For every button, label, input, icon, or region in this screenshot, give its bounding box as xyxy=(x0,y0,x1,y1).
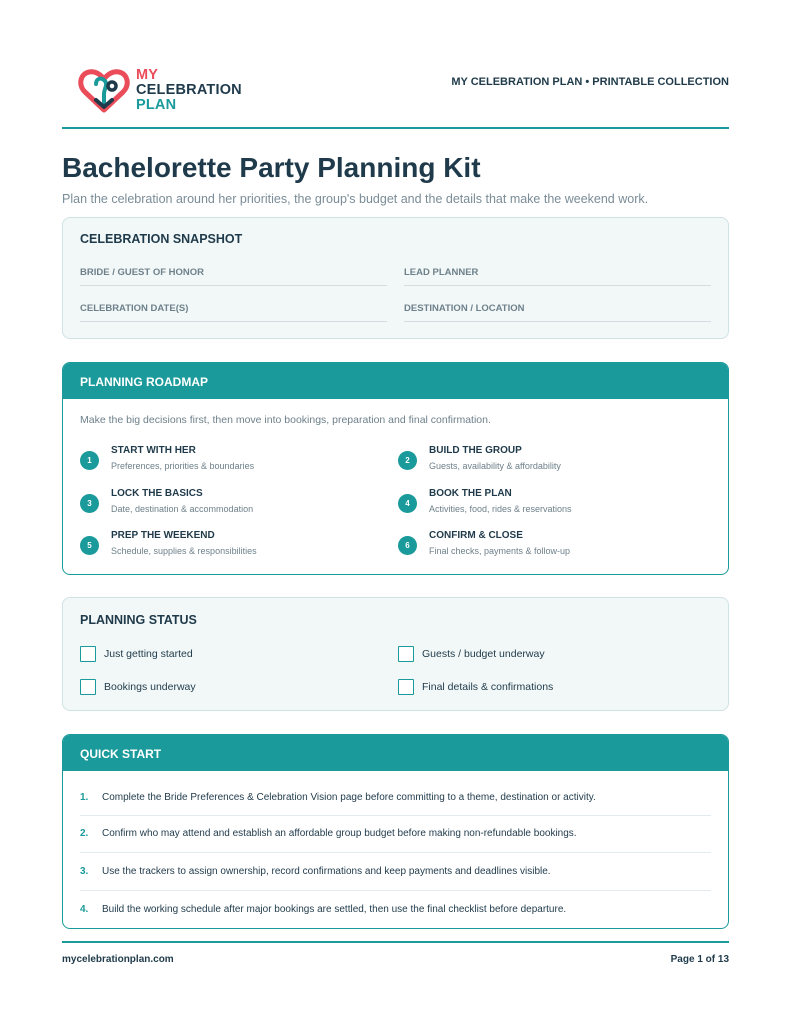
step-title: CONFIRM & CLOSE xyxy=(429,530,523,541)
planning-status-card xyxy=(62,597,729,711)
list-item-text: Confirm who may attend and establish an affordable group budget before making non-refundable bookings. xyxy=(102,828,577,839)
heart-logo-icon xyxy=(76,62,132,118)
step-number-badge: 6 xyxy=(398,536,417,555)
snapshot-title: CELEBRATION SNAPSHOT xyxy=(80,232,243,246)
logo-wordmark xyxy=(136,68,242,113)
header-divider xyxy=(62,127,729,129)
checkbox-icon[interactable] xyxy=(398,646,414,662)
list-divider xyxy=(80,815,711,816)
step-description: Final checks, payments & follow-up xyxy=(429,546,571,556)
logo-line-3: PLAN xyxy=(136,97,177,113)
step-title: BOOK THE PLAN xyxy=(429,488,512,499)
step-title: START WITH HER xyxy=(111,445,196,456)
list-item-number: 2. xyxy=(80,828,89,839)
roadmap-step xyxy=(398,488,698,520)
roadmap-intro: Make the big decisions first, then move into bookings, preparation and final confirmation. xyxy=(80,414,491,426)
planning-roadmap-card xyxy=(62,362,729,575)
footer-site-link[interactable]: mycelebrationplan.com xyxy=(62,954,174,965)
step-number-badge: 4 xyxy=(398,494,417,513)
footer-page-number: Page 1 of 13 xyxy=(670,954,729,965)
page-title: Bachelorette Party Planning Kit xyxy=(62,152,481,183)
step-title: PREP THE WEEKEND xyxy=(111,530,215,541)
step-number-badge: 3 xyxy=(80,494,99,513)
status-title: PLANNING STATUS xyxy=(80,613,197,627)
status-checkbox-final-details[interactable] xyxy=(398,679,698,697)
status-checkbox-guests-budget[interactable] xyxy=(398,646,698,664)
checkbox-label: Bookings underway xyxy=(104,681,196,693)
footer-divider xyxy=(62,941,729,943)
destination-field-label: DESTINATION / LOCATION xyxy=(404,303,525,314)
status-checkbox-bookings[interactable] xyxy=(80,679,380,697)
step-description: Preferences, priorities & boundaries xyxy=(111,461,255,471)
list-divider xyxy=(80,890,711,891)
lead-planner-field-label: LEAD PLANNER xyxy=(404,267,479,278)
roadmap-step xyxy=(80,488,380,520)
bride-field-label: BRIDE / GUEST OF HONOR xyxy=(80,267,205,278)
list-item-number: 4. xyxy=(80,904,89,915)
logo-line-2: CELEBRATION xyxy=(136,82,242,98)
list-item-text: Use the trackers to assign ownership, record confirmations and keep payments and deadlines visible. xyxy=(102,866,551,877)
checkbox-label: Guests / budget underway xyxy=(422,648,545,660)
bride-field[interactable] xyxy=(80,262,387,286)
destination-field[interactable] xyxy=(404,298,711,322)
roadmap-step xyxy=(398,530,698,562)
quick-start-card xyxy=(62,734,729,929)
list-item-text: Build the working schedule after major bookings are settled, then use the final checklist before departure. xyxy=(102,904,567,915)
list-item-text: Complete the Bride Preferences & Celebration Vision page before committing to a theme, destination or activity. xyxy=(102,792,596,803)
checkbox-icon[interactable] xyxy=(80,679,96,695)
page-subtitle: Plan the celebration around her priorities, the group's budget and the details that make the weekend work. xyxy=(62,192,649,206)
checkbox-icon[interactable] xyxy=(398,679,414,695)
step-number-badge: 1 xyxy=(80,451,99,470)
quick-start-banner: QUICK START xyxy=(63,735,728,771)
step-number-badge: 5 xyxy=(80,536,99,555)
status-checkbox-getting-started[interactable] xyxy=(80,646,380,664)
roadmap-step xyxy=(80,445,380,477)
logo-line-1: MY xyxy=(136,67,159,83)
step-title: LOCK THE BASICS xyxy=(111,488,203,499)
list-item-number: 3. xyxy=(80,866,89,877)
checkbox-icon[interactable] xyxy=(80,646,96,662)
roadmap-step xyxy=(398,445,698,477)
roadmap-step xyxy=(80,530,380,562)
celebration-snapshot-card xyxy=(62,217,729,339)
step-description: Date, destination & accommodation xyxy=(111,504,254,514)
checkbox-label: Final details & confirmations xyxy=(422,681,554,693)
checkbox-label: Just getting started xyxy=(104,648,193,660)
step-description: Guests, availability & affordability xyxy=(429,461,561,471)
list-item-number: 1. xyxy=(80,792,89,803)
list-divider xyxy=(80,852,711,853)
step-description: Activities, food, rides & reservations xyxy=(429,504,572,514)
step-description: Schedule, supplies & responsibilities xyxy=(111,546,257,556)
page-header xyxy=(62,56,729,130)
header-tagline: MY CELEBRATION PLAN • PRINTABLE COLLECTION xyxy=(451,76,729,88)
lead-planner-field[interactable] xyxy=(404,262,711,286)
celebration-date-field-label: CELEBRATION DATE(S) xyxy=(80,303,189,314)
brand-logo xyxy=(76,62,256,118)
step-number-badge: 2 xyxy=(398,451,417,470)
step-title: BUILD THE GROUP xyxy=(429,445,522,456)
celebration-date-field[interactable] xyxy=(80,298,387,322)
roadmap-banner: PLANNING ROADMAP xyxy=(63,363,728,399)
